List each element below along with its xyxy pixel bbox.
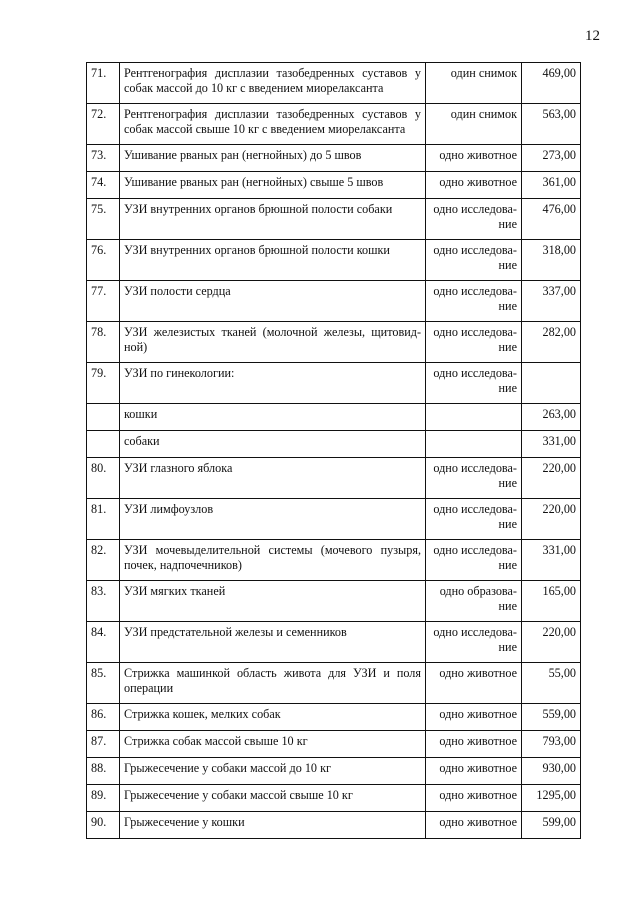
- row-number: [87, 431, 120, 458]
- table-row: [87, 404, 581, 431]
- table-row: [87, 104, 581, 145]
- service-name: Стрижка кошек, мелких собак: [120, 704, 426, 731]
- service-name: Рентгенография дисплазии тазобедренных суставов у собак массой свыше 10 кг с введением миорелаксанта: [120, 104, 426, 145]
- row-number: 80.: [87, 458, 120, 499]
- service-name: Грыжесечение у собаки массой свыше 10 кг: [120, 785, 426, 812]
- service-name: УЗИ внутренних органов брюшной полости собаки: [120, 199, 426, 240]
- price-cell: 793,00: [522, 731, 581, 758]
- table-row: [87, 281, 581, 322]
- service-name: собаки: [120, 431, 426, 458]
- unit-of-measure: одно исследова- ние: [426, 363, 522, 404]
- row-number: 77.: [87, 281, 120, 322]
- unit-of-measure: одно исследова- ние: [426, 199, 522, 240]
- unit-of-measure: одно исследова- ние: [426, 458, 522, 499]
- unit-of-measure: одно животное: [426, 172, 522, 199]
- service-name: УЗИ предстательной железы и семенников: [120, 622, 426, 663]
- table-row: [87, 785, 581, 812]
- service-name: УЗИ лимфоузлов: [120, 499, 426, 540]
- table-row: [87, 758, 581, 785]
- unit-of-measure: один снимок: [426, 104, 522, 145]
- price-cell: 55,00: [522, 663, 581, 704]
- service-name: УЗИ полости сердца: [120, 281, 426, 322]
- table-row: [87, 812, 581, 839]
- row-number: [87, 404, 120, 431]
- price-cell: 273,00: [522, 145, 581, 172]
- row-number: 90.: [87, 812, 120, 839]
- unit-of-measure: одно животное: [426, 812, 522, 839]
- price-cell: 263,00: [522, 404, 581, 431]
- table-row: [87, 431, 581, 458]
- row-number: 86.: [87, 704, 120, 731]
- price-cell: 361,00: [522, 172, 581, 199]
- price-cell: 930,00: [522, 758, 581, 785]
- price-table: [86, 62, 581, 839]
- unit-of-measure: одно животное: [426, 145, 522, 172]
- table-row: [87, 240, 581, 281]
- unit-of-measure: одно исследова- ние: [426, 240, 522, 281]
- unit-of-measure: одно исследова- ние: [426, 322, 522, 363]
- price-cell: 337,00: [522, 281, 581, 322]
- service-name: УЗИ мягких тканей: [120, 581, 426, 622]
- unit-of-measure: одно животное: [426, 785, 522, 812]
- table-row: [87, 145, 581, 172]
- price-cell: 1295,00: [522, 785, 581, 812]
- service-name: Грыжесечение у собаки массой до 10 кг: [120, 758, 426, 785]
- row-number: 72.: [87, 104, 120, 145]
- service-name: УЗИ железистых тканей (молочной железы, щитовид- ной): [120, 322, 426, 363]
- unit-of-measure: одно животное: [426, 758, 522, 785]
- unit-of-measure: одно образова- ние: [426, 581, 522, 622]
- row-number: 76.: [87, 240, 120, 281]
- table-row: [87, 499, 581, 540]
- table-row: [87, 322, 581, 363]
- row-number: 85.: [87, 663, 120, 704]
- price-cell: 469,00: [522, 63, 581, 104]
- row-number: 81.: [87, 499, 120, 540]
- unit-of-measure: одно животное: [426, 731, 522, 758]
- price-cell: [522, 363, 581, 404]
- table-row: [87, 663, 581, 704]
- table-row: [87, 581, 581, 622]
- price-table-body: [87, 63, 581, 839]
- table-row: [87, 622, 581, 663]
- table-row: [87, 731, 581, 758]
- service-name: Стрижка машинкой область живота для УЗИ и поля операции: [120, 663, 426, 704]
- unit-of-measure: один снимок: [426, 63, 522, 104]
- unit-of-measure: [426, 404, 522, 431]
- unit-of-measure: одно животное: [426, 663, 522, 704]
- price-cell: 318,00: [522, 240, 581, 281]
- table-row: [87, 172, 581, 199]
- service-name: Рентгенография дисплазии тазобедренных суставов у собак массой до 10 кг с введением миорелаксанта: [120, 63, 426, 104]
- price-cell: 331,00: [522, 431, 581, 458]
- row-number: 78.: [87, 322, 120, 363]
- service-name: УЗИ мочевыделительной системы (мочевого пузыря, почек, надпочечников): [120, 540, 426, 581]
- row-number: 71.: [87, 63, 120, 104]
- service-name: Грыжесечение у кошки: [120, 812, 426, 839]
- unit-of-measure: одно исследова- ние: [426, 540, 522, 581]
- table-row: [87, 63, 581, 104]
- row-number: 87.: [87, 731, 120, 758]
- row-number: 75.: [87, 199, 120, 240]
- price-cell: 563,00: [522, 104, 581, 145]
- service-name: Ушивание рваных ран (негнойных) свыше 5 швов: [120, 172, 426, 199]
- table-row: [87, 540, 581, 581]
- price-cell: 220,00: [522, 499, 581, 540]
- price-cell: 165,00: [522, 581, 581, 622]
- service-name: Ушивание рваных ран (негнойных) до 5 швов: [120, 145, 426, 172]
- table-row: [87, 363, 581, 404]
- table-row: [87, 199, 581, 240]
- unit-of-measure: одно животное: [426, 704, 522, 731]
- unit-of-measure: одно исследова- ние: [426, 622, 522, 663]
- service-name: УЗИ по гинекологии:: [120, 363, 426, 404]
- row-number: 74.: [87, 172, 120, 199]
- price-cell: 282,00: [522, 322, 581, 363]
- unit-of-measure: [426, 431, 522, 458]
- price-cell: 559,00: [522, 704, 581, 731]
- service-name: УЗИ глазного яблока: [120, 458, 426, 499]
- price-cell: 220,00: [522, 458, 581, 499]
- table-row: [87, 458, 581, 499]
- row-number: 79.: [87, 363, 120, 404]
- service-name: кошки: [120, 404, 426, 431]
- row-number: 73.: [87, 145, 120, 172]
- row-number: 88.: [87, 758, 120, 785]
- table-row: [87, 704, 581, 731]
- unit-of-measure: одно исследова- ние: [426, 281, 522, 322]
- price-cell: 331,00: [522, 540, 581, 581]
- row-number: 89.: [87, 785, 120, 812]
- page-number: 12: [585, 28, 600, 44]
- price-cell: 599,00: [522, 812, 581, 839]
- unit-of-measure: одно исследова- ние: [426, 499, 522, 540]
- price-cell: 220,00: [522, 622, 581, 663]
- row-number: 83.: [87, 581, 120, 622]
- service-name: УЗИ внутренних органов брюшной полости кошки: [120, 240, 426, 281]
- row-number: 84.: [87, 622, 120, 663]
- price-cell: 476,00: [522, 199, 581, 240]
- service-name: Стрижка собак массой свыше 10 кг: [120, 731, 426, 758]
- row-number: 82.: [87, 540, 120, 581]
